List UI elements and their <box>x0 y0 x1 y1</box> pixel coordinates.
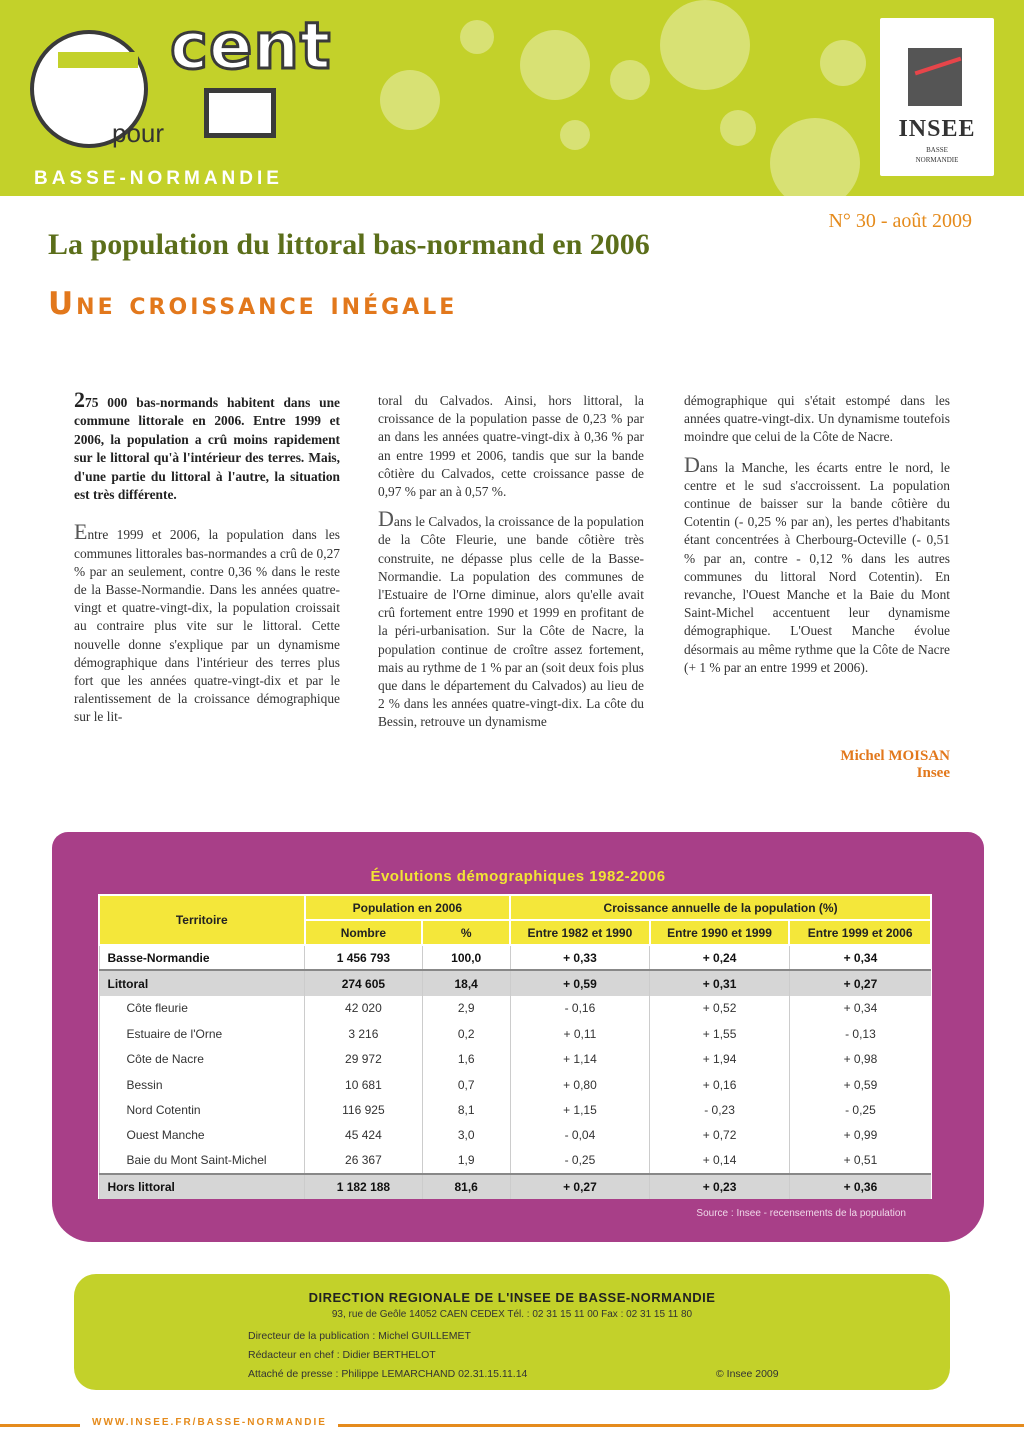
article-paragraph <box>74 519 340 726</box>
cell-pct: 1,9 <box>422 1148 510 1173</box>
cell-nombre: 10 681 <box>305 1072 423 1097</box>
region-label: BASSE-NORMANDIE <box>34 168 283 189</box>
demographic-table <box>98 894 932 1199</box>
cell-period-1: - 0,04 <box>510 1123 650 1148</box>
cell-pct: 81,6 <box>422 1174 510 1199</box>
paragraph-dropcap: E <box>74 519 88 545</box>
table-row <box>99 945 931 970</box>
cell-period-1: - 0,25 <box>510 1148 650 1173</box>
cell-territoire: Bessin <box>99 1072 305 1097</box>
cell-period-2: + 0,23 <box>650 1174 790 1199</box>
cell-period-2: + 1,55 <box>650 1021 790 1046</box>
cell-period-2: + 1,94 <box>650 1047 790 1072</box>
cell-period-1: + 0,11 <box>510 1021 650 1046</box>
insee-name: INSEE <box>898 116 976 142</box>
bubble-decoration <box>520 30 590 100</box>
cell-nombre: 1 456 793 <box>305 945 423 970</box>
insee-mark-line <box>915 57 962 76</box>
cell-period-1: + 1,14 <box>510 1047 650 1072</box>
cell-period-3: + 0,34 <box>789 945 931 970</box>
cell-territoire: Côte de Nacre <box>99 1047 305 1072</box>
cell-pct: 8,1 <box>422 1097 510 1122</box>
cell-pct: 1,6 <box>422 1047 510 1072</box>
header-period-2: Entre 1990 et 1999 <box>650 920 790 945</box>
bubble-decoration <box>610 60 650 100</box>
cell-period-3: + 0,59 <box>789 1072 931 1097</box>
cell-territoire: Nord Cotentin <box>99 1097 305 1122</box>
header-period-1: Entre 1982 et 1990 <box>510 920 650 945</box>
cell-nombre: 116 925 <box>305 1097 423 1122</box>
cell-period-2: - 0,23 <box>650 1097 790 1122</box>
paragraph-text: ans la Manche, les écarts entre le nord, le centre et le sud s'accroissent. La population continue de baisser sur la bande côtière du Cotentin (- 0,25 % par an), les pertes d'habitants étant concentrées à Cherbourg-Octeville (- 0,51 % par an, contre - 0,12 % dans les autres communes du littoral Nord Cotentin). En revanche, l'Ouest Manche et la Baie du Mont Saint-Michel accentuent leur dynamisme démographique. L'Ouest Manche évolue désormais au même rythme que la Côte de Nacre (+ 1 % par an entre 1999 et 2006). <box>684 459 950 675</box>
bubble-decoration <box>820 40 866 86</box>
cell-period-2: + 0,14 <box>650 1148 790 1173</box>
header-band <box>0 0 1024 196</box>
cell-period-3: + 0,98 <box>789 1047 931 1072</box>
footer-address: 93, rue de Geôle 14052 CAEN CEDEX Tél. : 02 31 15 11 00 Fax : 02 31 15 11 80 <box>331 1309 693 1320</box>
author-name: Michel MOISAN <box>840 748 950 764</box>
cell-period-1: - 0,16 <box>510 996 650 1021</box>
cell-pct: 2,9 <box>422 996 510 1021</box>
cell-period-1: + 0,59 <box>510 970 650 995</box>
bubble-decoration <box>460 20 494 54</box>
cell-nombre: 1 182 188 <box>305 1174 423 1199</box>
footer-editor: Rédacteur en chef : Didier BERTHELOT <box>248 1349 436 1361</box>
insee-logo <box>880 18 994 176</box>
bubble-decoration <box>380 70 440 130</box>
author-signature <box>684 748 950 782</box>
paragraph-dropcap: D <box>378 506 394 532</box>
article-paragraph: toral du Calvados. Ainsi, hors littoral, la croissance de la population passe de 0,23 % par an dans les années quatre-vingt-dix à 0,36 % par an entre 1999 et 2006, tandis que sur la bande côtière du Calvados, cette croissance passe de 0,97 % par an à 0,57 %. <box>378 393 644 500</box>
lead-text: 75 000 bas-normands habitent dans une commune littorale en 2006. Entre 1999 et 2006, la population a crû moins rapidement sur le littoral qu'à l'intérieur des terres. Mais, d'une partie du littoral à l'autre, la situation est très différente. <box>74 395 340 503</box>
cell-period-1: + 0,27 <box>510 1174 650 1199</box>
header-period-3: Entre 1999 et 2006 <box>789 920 931 945</box>
footer-director: Directeur de la publication : Michel GUILLEMET <box>248 1330 471 1342</box>
cell-period-1: + 0,80 <box>510 1072 650 1097</box>
cell-period-2: + 0,24 <box>650 945 790 970</box>
cell-nombre: 29 972 <box>305 1047 423 1072</box>
cell-period-3: - 0,13 <box>789 1021 931 1046</box>
cell-territoire: Basse-Normandie <box>99 945 305 970</box>
article-column-2 <box>378 392 644 742</box>
issue-number: N° 30 - août 2009 <box>828 210 972 232</box>
cell-nombre: 45 424 <box>305 1123 423 1148</box>
article-paragraph <box>378 506 644 731</box>
article-paragraph: démographique qui s'était estompé dans les années quatre-vingt-dix. Un dynamisme toutefois moindre que celui de la Côte de Nacre. <box>684 393 950 445</box>
table-row <box>99 1174 931 1199</box>
cell-pct: 0,2 <box>422 1021 510 1046</box>
table-title: Évolutions démographiques 1982-2006 <box>370 868 666 885</box>
paragraph-text: ntre 1999 et 2006, la population dans les communes littorales bas-normandes a crû de 0,27 % par an seulement, contre 0,36 % dans le reste de la Basse-Normandie. Dans les années quatre-vingt et quatre-vingt-dix, la population croissait au contraire plus vite sur le littoral. Cette nouvelle donne s'explique par un dynamisme démographique dans l'intérieur des terres plus fort que les années quatre-vingt-dix et par le ralentissement de la croissance démographique sur le lit- <box>74 527 340 725</box>
bubble-decoration <box>560 120 590 150</box>
cell-pct: 100,0 <box>422 945 510 970</box>
cell-period-1: + 0,33 <box>510 945 650 970</box>
cell-territoire: Hors littoral <box>99 1174 305 1199</box>
header-nombre: Nombre <box>305 920 423 945</box>
paragraph-text: ans le Calvados, la croissance de la population de la Côte Fleurie, une bande côtière très construite, ne dépasse plus celle de la Basse-Normandie. La population des communes de l'Estuaire de l'Orne diminue, alors qu'elle avait crû fortement entre 1990 et 1999 en profitant de la péri-urbanisation. Sur la Côte de Nacre, la population continue de croître assez fortement, mais au rythme de 1 % par an (soit deux fois plus que dans le département du Calvados) au lieu de 2 % dans les années quatre-vingt-dix. La côte du Bessin, retrouve un dynamisme <box>378 514 644 730</box>
author-org: Insee <box>916 765 950 781</box>
cell-period-3: + 0,34 <box>789 996 931 1021</box>
cell-territoire: Côte fleurie <box>99 996 305 1021</box>
cell-nombre: 3 216 <box>305 1021 423 1046</box>
article-column-3 <box>684 392 950 687</box>
table-row <box>99 1047 931 1072</box>
cell-nombre: 26 367 <box>305 1148 423 1173</box>
bubble-decoration <box>720 110 756 146</box>
cell-nombre: 42 020 <box>305 996 423 1021</box>
header-population: Population en 2006 <box>305 895 511 920</box>
footer-title: DIRECTION REGIONALE DE L'INSEE DE BASSE-NORMANDIE <box>308 1290 716 1305</box>
cell-period-3: - 0,25 <box>789 1097 931 1122</box>
table-row <box>99 970 931 995</box>
header-pct: % <box>422 920 510 945</box>
article-paragraph <box>684 451 950 677</box>
cell-period-2: + 0,31 <box>650 970 790 995</box>
cell-territoire: Estuaire de l'Orne <box>99 1021 305 1046</box>
cell-territoire: Baie du Mont Saint-Michel <box>99 1148 305 1173</box>
cell-period-2: + 0,16 <box>650 1072 790 1097</box>
cell-period-3: + 0,51 <box>789 1148 931 1173</box>
cell-territoire: Ouest Manche <box>99 1123 305 1148</box>
cell-territoire: Littoral <box>99 970 305 995</box>
website-link[interactable]: WWW.INSEE.FR/BASSE-NORMANDIE <box>92 1417 327 1428</box>
footer-copyright: © Insee 2009 <box>716 1368 779 1380</box>
cell-period-2: + 0,72 <box>650 1123 790 1148</box>
bubble-decoration <box>660 0 750 90</box>
brand-logo-pour: pour <box>112 118 165 148</box>
table-row <box>99 1097 931 1122</box>
article-lead <box>74 387 340 504</box>
cell-nombre: 274 605 <box>305 970 423 995</box>
cell-period-1: + 1,15 <box>510 1097 650 1122</box>
table-row <box>99 996 931 1021</box>
cell-period-3: + 0,99 <box>789 1123 931 1148</box>
table-row <box>99 1021 931 1046</box>
brand-logo-cent: cent <box>170 10 332 84</box>
cell-pct: 3,0 <box>422 1123 510 1148</box>
article-column-1 <box>74 387 340 737</box>
table-row <box>99 1148 931 1173</box>
insee-mark-icon <box>908 48 962 106</box>
brand-logo-e-bar <box>58 52 138 68</box>
cell-pct: 0,7 <box>422 1072 510 1097</box>
paragraph-dropcap: D <box>684 451 700 477</box>
header-croissance: Croissance annuelle de la population (%) <box>510 895 931 920</box>
insee-sub-basse: BASSE <box>926 146 948 154</box>
page-subtitle: Une croissance inégale <box>48 286 458 322</box>
brand-logo-box <box>204 88 276 138</box>
table-row <box>99 1072 931 1097</box>
bubble-decoration <box>770 118 860 196</box>
header-territoire: Territoire <box>99 895 305 945</box>
insee-sub-normandie: NORMANDIE <box>915 156 959 164</box>
lead-dropcap: 2 <box>74 387 85 412</box>
table-source: Source : Insee - recensements de la population <box>696 1208 906 1219</box>
cell-period-3: + 0,36 <box>789 1174 931 1199</box>
cell-period-2: + 0,52 <box>650 996 790 1021</box>
table-row <box>99 1123 931 1148</box>
cell-pct: 18,4 <box>422 970 510 995</box>
page-title: La population du littoral bas-normand en 2006 <box>48 228 650 261</box>
footer-press: Attaché de presse : Philippe LEMARCHAND 02.31.15.11.14 <box>248 1368 528 1380</box>
cell-period-3: + 0,27 <box>789 970 931 995</box>
